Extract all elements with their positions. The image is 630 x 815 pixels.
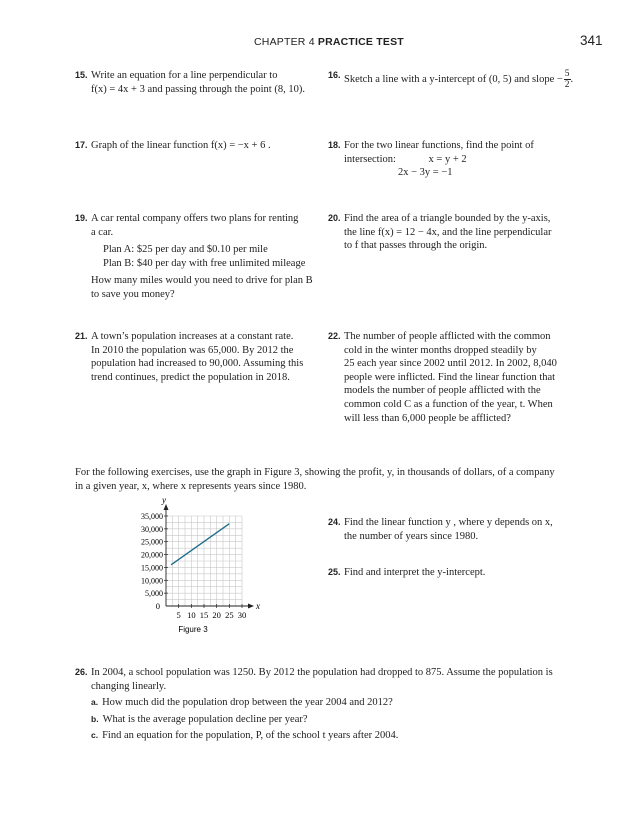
x-tick-label: 15 xyxy=(199,610,209,620)
problem-text: people were inflicted. Find the linear function that xyxy=(344,371,556,383)
problem-text: will less than 6,000 people be afflicted? xyxy=(344,412,511,424)
problem-17 xyxy=(75,139,321,153)
problem-25 xyxy=(328,566,594,580)
problem-text: the line f(x) = 12 − 4x, and the line perpendicular xyxy=(344,226,552,238)
problem-number: 16. xyxy=(328,70,341,80)
page-number: 341 xyxy=(580,33,603,48)
x-tick-label: 25 xyxy=(225,610,234,620)
problem-text: Find the linear function y , where y depends on x, xyxy=(344,517,553,528)
problem-text: In 2010 the population was 65,000. By 2012 the xyxy=(91,344,294,356)
problem-text: Write an equation for a line perpendicular to xyxy=(91,70,278,81)
y-tick-label: 25,000 xyxy=(141,537,163,547)
part-text: What is the average population decline per year? xyxy=(102,713,308,725)
problem-text xyxy=(344,69,604,90)
y-tick-label: 10,000 xyxy=(141,576,163,586)
part-c xyxy=(91,729,591,743)
problem-text: A car rental company offers two plans for renting xyxy=(91,213,299,224)
problem-text: Graph of the linear function f(x) = −x + 6 . xyxy=(91,140,271,151)
problem-text: population had increased to 90,000. Assuming this xyxy=(91,358,304,370)
problem-text xyxy=(344,153,594,167)
problem-text: f(x) = 4x + 3 and passing through the point (8, 10). xyxy=(91,83,305,95)
plan-b: Plan B: $40 per day with free unlimited mileage xyxy=(103,257,306,269)
problem-18 xyxy=(328,139,594,180)
problem-26 xyxy=(75,666,591,743)
problem-number: 21. xyxy=(75,331,88,341)
part-text: Find an equation for the population, P, of the school t years after 2004. xyxy=(102,730,399,742)
problem-number: 22. xyxy=(328,331,341,341)
problem-number: 26. xyxy=(75,667,88,677)
fraction-denominator: 2 xyxy=(564,80,570,90)
slope-fraction xyxy=(564,69,571,90)
chapter-label: CHAPTER 4 xyxy=(254,36,315,48)
y-tick-label: 15,000 xyxy=(141,563,163,573)
problem-number: 15. xyxy=(75,70,88,80)
x-axis-arrow xyxy=(248,604,254,609)
part-label: b. xyxy=(91,713,99,724)
part-label: a. xyxy=(91,697,99,708)
problem-text-end: . xyxy=(570,73,574,85)
problem-number: 24. xyxy=(328,517,341,527)
problem-number: 19. xyxy=(75,213,88,223)
part-label: c. xyxy=(91,730,99,741)
problem-number: 25. xyxy=(328,567,341,577)
equation-1: x = y + 2 xyxy=(428,153,467,165)
problem-15 xyxy=(75,69,321,96)
problem-text: a car. xyxy=(91,226,114,238)
problem-text: Find and interpret the y-intercept. xyxy=(344,567,486,578)
problem-number: 18. xyxy=(328,140,341,150)
figure-3-chart xyxy=(120,496,270,642)
problem-text: Find the area of a triangle bounded by the y-axis, xyxy=(344,213,551,224)
problem-text: changing linearly. xyxy=(91,680,167,692)
figure-intro xyxy=(75,466,575,493)
y-tick-label: 35,000 xyxy=(141,512,163,521)
problem-text: For the two linear functions, find the point of xyxy=(344,140,534,151)
y-tick-label: 20,000 xyxy=(141,550,163,560)
problem-text: A town’s population increases at a constant rate. xyxy=(91,331,294,342)
problem-20 xyxy=(328,212,594,253)
y-tick-label: 5,000 xyxy=(145,589,163,599)
y-tick-label: 30,000 xyxy=(141,524,163,534)
equation-2: 2x − 3y = −1 xyxy=(398,167,453,179)
problem-text: trend continues, predict the population in 2018. xyxy=(91,371,290,383)
x-tick-label: 30 xyxy=(237,610,247,620)
figure-caption: Figure 3 xyxy=(178,625,208,634)
part-a xyxy=(91,696,591,710)
x-tick-label: 5 xyxy=(176,610,181,620)
problem-number: 17. xyxy=(75,140,88,150)
problem-22 xyxy=(328,330,594,425)
problem-21 xyxy=(75,330,326,384)
problem-24 xyxy=(328,516,594,543)
part-text: How much did the population drop between the year 2004 and 2012? xyxy=(102,697,393,709)
problem-text: How many miles would you need to drive for plan B xyxy=(91,275,313,287)
problem-text: The number of people afflicted with the common xyxy=(344,331,551,342)
intro-text: For the following exercises, use the graph in Figure 3, showing the profit, y, in thousands of dollars, of a company xyxy=(75,467,555,478)
x-axis-label: x xyxy=(256,601,260,611)
part-b xyxy=(91,713,591,727)
problem-text: models the number of people afflicted with the xyxy=(344,385,541,397)
problem-text: the number of years since 1980. xyxy=(344,530,479,542)
chapter-title: PRACTICE TEST xyxy=(317,36,404,48)
problem-text: to save you money? xyxy=(91,288,175,300)
problem-text-main: Sketch a line with a y-intercept of (0, 5) and slope − xyxy=(344,73,563,85)
fraction-numerator: 5 xyxy=(564,69,570,79)
problem-text: 25 each year since 2002 until 2012. In 2002, 8,040 xyxy=(344,358,557,370)
intro-text: in a given year, x, where x represents years since 1980. xyxy=(75,480,307,492)
problem-text: to f that passes through the origin. xyxy=(344,240,488,252)
problem-number: 20. xyxy=(328,213,341,223)
problem-text: common cold C as a function of the year, t. When xyxy=(344,398,553,410)
x-tick-label: 20 xyxy=(212,610,221,620)
x-tick-label: 10 xyxy=(187,610,196,620)
problem-19 xyxy=(75,212,326,302)
plan-a: Plan A: $25 per day and $0.10 per mile xyxy=(103,244,268,256)
problem-16 xyxy=(328,69,604,90)
problem-text: In 2004, a school population was 1250. By 2012 the population had dropped to 875. Assume the population is xyxy=(91,667,553,678)
profit-series-line xyxy=(171,524,229,565)
y-axis-label: y xyxy=(162,496,166,505)
problem-text: cold in the winter months dropped steadily by xyxy=(344,344,537,356)
intersection-label: intersection: xyxy=(344,153,396,165)
running-header xyxy=(254,36,404,48)
origin-label: 0 xyxy=(155,601,160,611)
